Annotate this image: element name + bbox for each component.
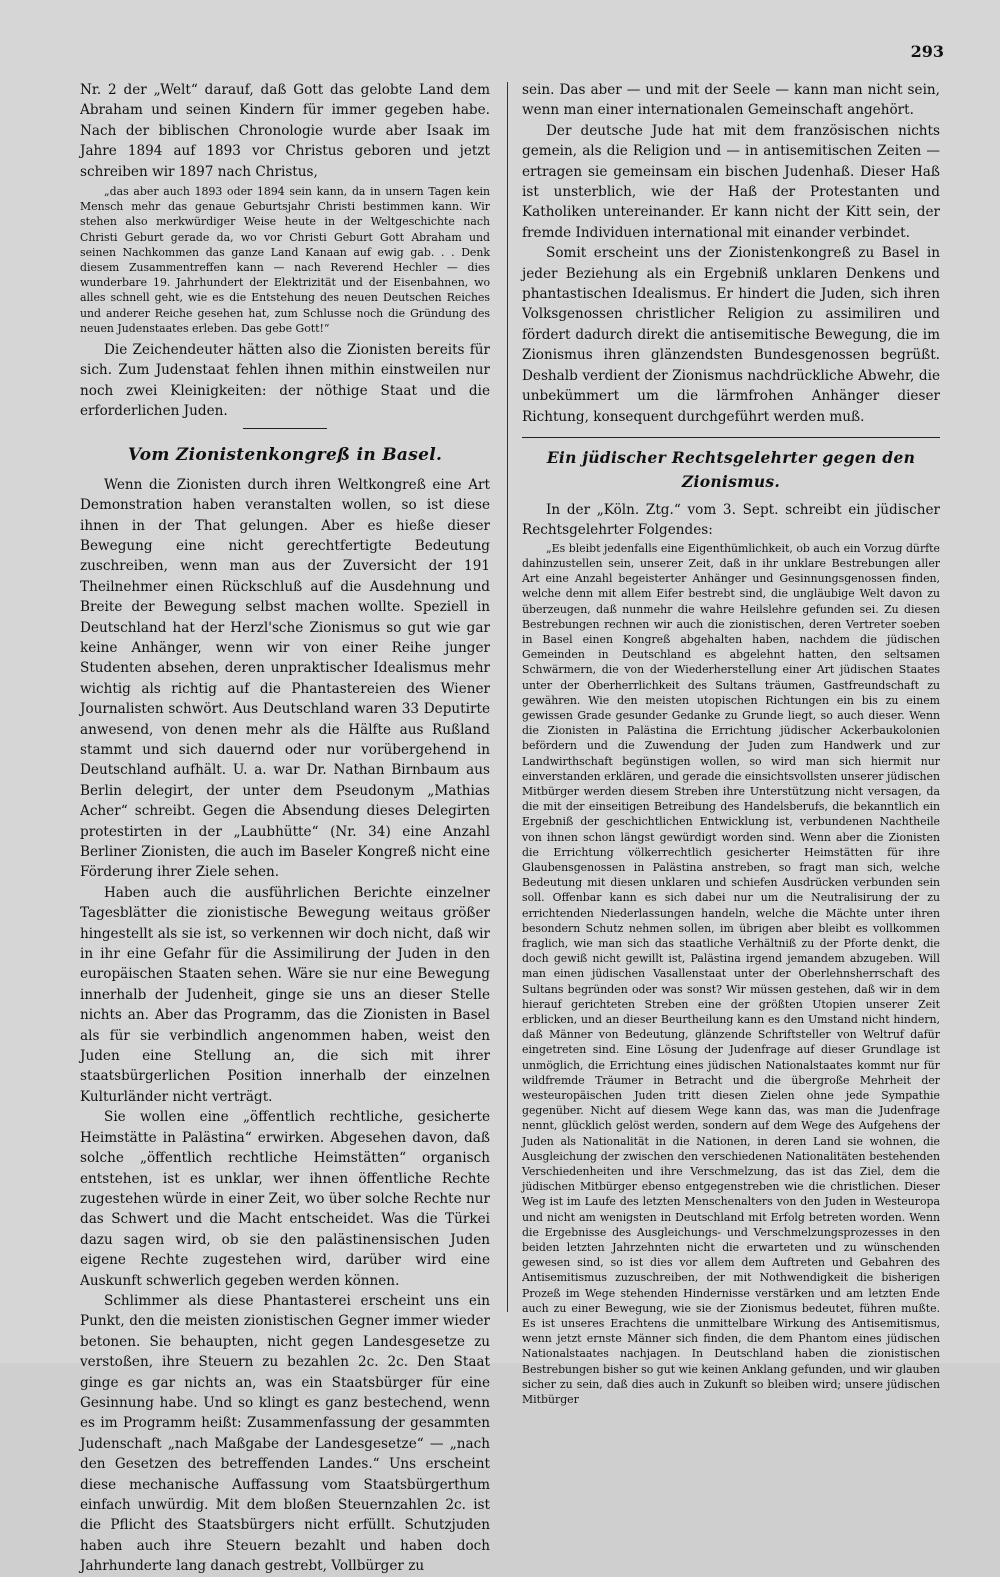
left-quote-paragraph: „das aber auch 1893 oder 1894 sein kann, da in unsern Tagen kein Mensch mehr das genaue Geburtsjahr Christi bestimmen kann. Wir stehen also merkwürdiger Weise heute in der Weltgeschichte nach Christi Geburt gerade da, wo vor Christi Geburt Gott Abraham und seinen Nachkommen das ganze Land Kanaan auf ewig gab. . . Denk diesem Zusammentreffen kann — nach Reverend Hechler — dies wunderbare 19. Jahrhundert der Elektrizität und der Eisenbahnen, wo alles schnell geht, wie es die Entstehung des neuen Deutschen Reiches und anderer Reiche gesehen hat, zum Schlusse noch die Gründung des neuen Judenstaates erleben. Das gebe Gott!“: [80, 185, 490, 335]
article-heading-basel: Vom Zionistenkongreß in Basel.: [127, 444, 443, 465]
page-number: 293: [910, 42, 944, 61]
left-body-paragraph-2: Haben auch die ausführlichen Berichte einzelner Tagesblätter die zionistische Bewegung weitaus größer hingestellt als sie ist, so verkennen wir doch nicht, daß wir in ihr eine Gefahr für die Assimilirung der Juden in den europäischen Staaten sehen. Wäre sie nur eine Bewegung innerhalb der Judenheit, ginge sie uns an dieser Stelle nichts an. Aber das Programm, das die Zionisten in Basel als für sie verbindlich angenommen haben, weist den Juden eine Stellung an, die sich mit ihrer staatsbürgerlichen Position innerhalb der einzelnen Kulturländer nicht verträgt.: [80, 884, 490, 1105]
left-body-paragraph-4: Schlimmer als diese Phantasterei erscheint uns ein Punkt, den die meisten zionistischen Gegner immer wieder betonen. Sie behaupten, nicht gegen Landesgesetze zu verstoßen, ihre Steuern zu bezahlen 2c. 2c. Den Staat ginge es gar nichts an, was ein Staatsbürger für eine Gesinnung habe. Und so klingt es ganz bestechend, wenn es im Programm heißt: Zusammenfassung der gesammten Judenschaft „nach Maßgabe der Landesgesetze“ — „nach den Gesetzen des betreffenden Landes.“ Uns erscheint diese mechanische Auffassung vom Staatsbürgerthum einfach unwürdig. Mit dem bloßen Steuernzahlen 2c. ist die Pflicht des Staatsbürgers nicht erfüllt. Schutzjuden haben auch ihre Steuern bezahlt und haben doch Jahrhunderte lang danach gestrebt, Vollbürger zu: [80, 1292, 490, 1575]
long-divider: [522, 437, 940, 438]
right-body-paragraph-3: Somit erscheint uns der Zionistenkongreß zu Basel in jeder Beziehung als ein Ergebniß unklaren Denkens und phantastischen Idealismus. Er hindert die Juden, sich ihren Volksgenossen christlicher Religion zu assimiliren und fördert dadurch direkt die antisemitische Bewegung, die im Zionismus ihren glänzendsten Bundesgenossen begrüßt. Deshalb verdient der Zionismus nachdrückliche Abwehr, die unbekümmert um die lärmfrohen Anhänger dieser Richtung, konsequent durchgeführt werden muß.: [522, 245, 940, 425]
right-quote-paragraph: „Es bleibt jedenfalls eine Eigenthümlichkeit, ob auch ein Vorzug dürfte dahinzustellen sein, unserer Zeit, daß in ihr unklare Bestrebungen aller Art eine Anzahl begeisterter Anhänger und Gesinnungsgenossen finden, welche denn mit allem Eifer bestrebt sind, die ungläubige Welt davon zu überzeugen, daß nunmehr die wahre Heilslehre gefunden sei. Zu diesen Bestrebungen rechnen wir auch die zionistischen, deren Vertreter soeben in Basel einen Kongreß abgehalten haben, nachdem die jüdischen Gemeinden in Deutschland es abgelehnt hatten, den seltsamen Schwärmern, die von der Wiederherstellung einer Art jüdischen Staates unter der Oberherrlichkeit des Sultans träumen, Gastfreundschaft zu gewähren. Wie den meisten utopischen Richtungen ein bis zu einem gewissen Grade gesunder Gedanke zu Grunde liegt, so auch dieser. Wenn die Zionisten in Palästina die Errichtung jüdischer Ackerbaukolonien befördern und die Zuwendung der Juden zum Handwerk und zur Landwirthschaft begünstigen wollen, so wird man sich hiermit nur einverstanden erklären, und gerade die einsichtsvollsten unserer jüdischen Mitbürger werden diesem Streben ihre Unterstützung nicht versagen, da die mit der einseitigen Betreibung des Handelsberufs, die bekanntlich ein Ergebniß der geschichtlichen Entwicklung ist, verbundenen Nachtheile von ihnen schon längst gewürdigt worden sind. Wenn aber die Zionisten die Errichtung völkerrechtlich gesicherter Heimstätten für ihre Glaubensgenossen in Palästina anstreben, so fragt man sich, welche Bedeutung mit diesen unklaren und schiefen Ausdrücken verbunden sein soll. Offenbar kann es sich dabei nur um die Neutralisirung der zu errichtenden Niederlassungen handeln, welche die Mächte unter ihren besondern Schutz nehmen sollen, im übrigen aber bleibt es vollkommen fraglich, wie man sich das staatliche Verhältniß zu der Pforte denkt, die doch gewiß nicht gewillt ist, Palästina irgend jemandem abzugeben. Will man einen jüdischen Vasallenstaat unter der Oberlehnsherrschaft des Sultans begründen oder was sonst? Wir müssen gestehen, daß wir in dem hierauf gerichteten Streben eine der größten Utopien unserer Zeit erblicken, und an dieser Beurtheilung kann es den Umstand nicht hindern, daß Männer von Bedeutung, glänzende Schriftsteller von Weltruf dafür eingetreten sind. Eine Lösung der Judenfrage auf dieser Grundlage ist unmöglich, die Errichtung eines jüdischen Nationalstaates kommt nur für wildfremde Träumer in Betracht und die übergroße Mehrheit der westeuropäischen Juden tritt diesen Zielen ohne jede Sympathie gegenüber. Nicht auf diesem Wege kann das, was man die Judenfrage nennt, glücklich gelöst werden, sondern auf dem Wege des Aufgehens der Juden als Nationalität in die Nationen, in deren Land sie wohnen, die Ausgleichung der zwischen den verschiedenen Nationalitäten bestehenden Verschiedenheiten und ihre Verschmelzung, das ist das Ziel, dem die jüdischen Mitbürger ebenso entgegenstreben wie die christlichen. Dieser Weg ist im Laufe des letzten Menschenalters von den Juden in Westeuropa und nicht am wenigsten in Deutschland mit Erfolg betreten worden. Wenn die Ergebnisse des Ausgleichungs- und Verschmelzungsprozesses in den beiden letzten Jahrzehnten nicht die erwarteten und zu wünschenden gewesen sind, so ist dies vor allem dem Auftreten und Gebahren des Antisemitismus zuzuschreiben, der mit Nothwendigkeit die bisherigen Prozeß im Wege stehenden Hindernisse verstärken und am letzten Ende auch zu einer Bewegung, wie sie der Zionismus bedeutet, führen mußte. Es ist unseres Erachtens die unmittelbare Wirkung des Antisemitismus, wenn jetzt ernste Männer sich finden, die dem Phantom eines jüdischen Nationalstaates nachjagen. In Deutschland haben die zionistischen Bestrebungen bisher so gut wie keinen Anklang gefunden, und wir glauben sicher zu sein, daß dies auch in Zukunft so bleiben wird; unsere jüdischen Mitbürger: [522, 541, 940, 1407]
right-intro-paragraph: In der „Köln. Ztg.“ vom 3. Sept. schreibt ein jüdischer Rechtsgelehrter Folgendes:: [522, 501, 940, 539]
short-divider: [243, 428, 327, 429]
column-divider: [507, 82, 508, 1312]
right-body-paragraph-1: sein. Das aber — und mit der Seele — kann man nicht sein, wenn man einer internationalen Gemeinschaft angehört.: [522, 82, 940, 119]
left-column: [80, 80, 490, 1575]
left-body-paragraph-3: Sie wollen eine „öffentlich rechtliche, gesicherte Heimstätte in Palästina“ erwirken. Abgesehen davon, daß solche „öffentlich rechtliche Heimstätten“ organisch entstehen, ist es unklar, wer ihnen öffentliche Rechte zugestehen würde in einer Zeit, wo über solche Rechte nur das Schwert und die Macht entscheidet. Was die Türkei dazu sagen wird, ob sie den palästinensischen Juden eigene Rechte zugestehen wird, darüber wird eine Auskunft schwerlich gegeben werden können.: [80, 1109, 490, 1289]
left-body-paragraph-1: Wenn die Zionisten durch ihren Weltkongreß eine Art Demonstration haben veranstalten wollen, so ist diese ihnen in der That gelungen. Aber es hieße dieser Bewegung eine nicht gerechtfertigte Bedeutung zuschreiben, wenn man aus der Zuversicht der 191 Theilnehmer einen Rückschluß auf die Ausdehnung und Breite der Bewegung selbst machen wollte. Speziell in Deutschland hat der Herzl'sche Zionismus so gut wie gar keine Anhänger, wenn wir von einer Reihe junger Studenten absehen, deren unpraktischer Idealismus mehr wichtig als richtig auf die Phantastereien des Wiener Journalisten schwört. Aus Deutschland waren 33 Deputirte anwesend, von denen mehr als die Hälfte aus Rußland stammt und sich dauernd oder nur vorübergehend in Deutschland aufhält. U. a. war Dr. Nathan Birnbaum aus Berlin delegirt, der unter dem Pseudonym „Mathias Acher“ schreibt. Gegen die Absendung dieses Delegirten protestirten in der „Laubhütte“ (Nr. 34) eine Anzahl Berliner Zionisten, die auch im Baseler Kongreß nicht eine Förderung ihrer Ziele sehen.: [80, 476, 490, 881]
left-intro-paragraph: Nr. 2 der „Welt“ darauf, daß Gott das gelobte Land dem Abraham und seinen Kindern für immer gegeben habe. Nach der biblischen Chronologie wurde aber Isaak im Jahre 1894 auf 1893 vor Christus geboren und jetzt schreiben wir 1897 nach Christus,: [80, 82, 490, 180]
article-heading-jurist: Ein jüdischer Rechtsgelehrter gegen den Zionismus.: [546, 447, 916, 491]
left-after-quote-paragraph: Die Zeichendeuter hätten also die Zionisten bereits für sich. Zum Judenstaat fehlen ihnen mithin einstweilen nur noch zwei Kleinigkeiten: der nöthige Staat und die erforderlichen Juden.: [80, 342, 490, 420]
right-body-paragraph-2: Der deutsche Jude hat mit dem französischen nichts gemein, als die Religion und — in antisemitischen Zeiten — ertragen sie gemeinsam ein bischen Judenhaß. Dieser Haß ist unsterblich, wie der Haß der Protestanten und Katholiken untereinander. Er kann nicht der Kitt sein, der fremde Individuen international mit einander verbindet.: [522, 122, 940, 241]
right-column: [522, 80, 940, 1407]
